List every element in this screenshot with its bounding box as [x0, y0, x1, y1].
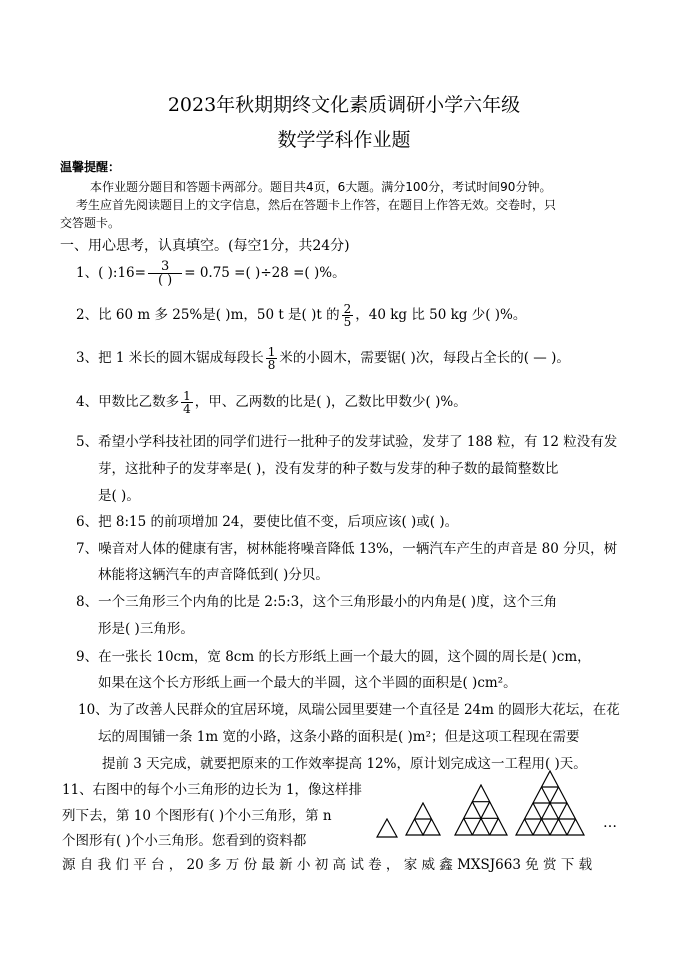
- triangle-figure-4: [515, 770, 585, 836]
- q4-denominator: 4: [183, 402, 191, 416]
- q1-denominator: ( ): [157, 273, 173, 288]
- question-11-line-1: 11、右图中的每个小三角形的边长为 1，像这样排: [62, 782, 363, 798]
- q2-part-a: 2、比 60 m 多 25%是( )m，50 t 是( )t 的: [76, 307, 340, 323]
- question-10-line-3: 提前 3 天完成，就要把原来的工作效率提高 12%，原计划完成这一工程用( )天。: [102, 756, 587, 772]
- question-8-line-1: 8、一个三角形三个内角的比是 2:5:3，这个三角形最小的内角是( )度，这个三角: [76, 594, 558, 610]
- question-5-line-2: 芽，这批种子的发芽率是( )，没有发芽的种子数与发芽的种子数的最简整数比: [98, 461, 559, 477]
- q2-part-b: ，40 kg 比 50 kg 少( )%。: [355, 307, 527, 323]
- question-2: [76, 303, 526, 328]
- q1-part-a: 1、( ):16=: [76, 265, 146, 281]
- tips-line-2: 考生应首先阅读题目上的文字信息，然后在答题卡上作答，在题目上作答无效。交卷时，只: [76, 198, 557, 212]
- question-5-line-3: 是( )。: [98, 488, 140, 504]
- q1-numerator: 3: [148, 260, 182, 274]
- q4-part-b: ，甲、乙两数的比是( )，乙数比甲数少( )%。: [194, 394, 467, 410]
- continuation-ellipsis: …: [603, 815, 617, 831]
- question-11-line-2: 列下去，第 10 个图形有( )个小三角形，第 n: [62, 808, 332, 824]
- q2-numerator: 2: [343, 302, 352, 316]
- q1-fraction: [148, 260, 182, 287]
- question-7-line-2: 林能将这辆汽车的声音降低到( )分贝。: [98, 567, 329, 583]
- question-4: [76, 390, 467, 415]
- q4-fraction: [181, 390, 193, 415]
- question-3: [76, 346, 570, 371]
- triangle-figure-3: [454, 784, 508, 836]
- question-9-line-1: 9、在一张长 10cm，宽 8cm 的长方形纸上画一个最大的圆，这个圆的周长是( )cm，: [76, 649, 591, 665]
- q2-denominator: 5: [343, 315, 352, 329]
- q1-part-b: = 0.75 =( )÷28 =( )%。: [184, 265, 346, 281]
- q3-part-a: 3、把 1 米长的圆木锯成每段长: [76, 350, 264, 366]
- tips-heading: 温馨提醒：: [60, 160, 121, 174]
- question-9-line-2: 如果在这个长方形纸上画一个最大的半圆，这个半圆的面积是( )cm²。: [98, 675, 517, 691]
- question-8-line-2: 形是( )三角形。: [98, 621, 194, 637]
- section-heading: 一、用心思考，认真填空。(每空1分，共24分): [60, 238, 350, 254]
- question-11-line-3: 个图形有( )个小三角形。您看到的资料都: [62, 833, 307, 849]
- question-7-line-1: 7、噪音对人体的健康有害，树林能将噪音降低 13%，一辆汽车产生的声音是 80 分贝，树: [76, 541, 618, 557]
- q4-numerator: 1: [183, 389, 191, 403]
- q3-fraction: [266, 346, 278, 371]
- question-6: 6、把 8:15 的前项增加 24，要使比值不变，后项应该( )或( )。: [76, 514, 459, 530]
- question-10-line-2: 坛的周围铺一条 1m 宽的小路，这条小路的面积是( )m²；但是这项工程现在需要: [98, 729, 580, 745]
- tips-line-1: 本作业题分题目和答题卡两部分。题目共4页，6大题。满分100分，考试时间90分钟。: [90, 180, 552, 194]
- tips-line-3: 交答题卡。: [60, 216, 121, 230]
- q3-numerator: 1: [267, 345, 276, 359]
- page-title: 2023年秋期期终文化素质调研小学六年级: [167, 94, 521, 116]
- triangle-figure-1: [376, 818, 398, 838]
- q3-denominator: 8: [267, 358, 276, 372]
- question-5-line-1: 5、希望小学科技社团的同学们进行一批种子的发芽试验，发芽了 188 粒，有 12 粒没有发: [76, 434, 618, 450]
- question-11-line-4: 源 自 我 们 平 台 ， 20 多 万 份 最 新 小 初 高 试 卷 ， 家 威 鑫 MXSJ663 免 赏 下 载: [62, 857, 593, 873]
- q3-part-b: 米的小圆木，需要锯( )次，每段占全长的( — )。: [279, 350, 570, 366]
- question-1: [76, 260, 346, 287]
- triangle-figure-2: [405, 802, 441, 836]
- q4-part-a: 4、甲数比乙数多: [76, 394, 180, 410]
- page-subtitle: 数学学科作业题: [277, 129, 411, 151]
- q2-fraction: [342, 303, 354, 328]
- question-10-line-1: 10、为了改善人民群众的宜居环境，凤瑞公园里要建一个直径是 24m 的圆形大花坛，在花: [78, 702, 620, 718]
